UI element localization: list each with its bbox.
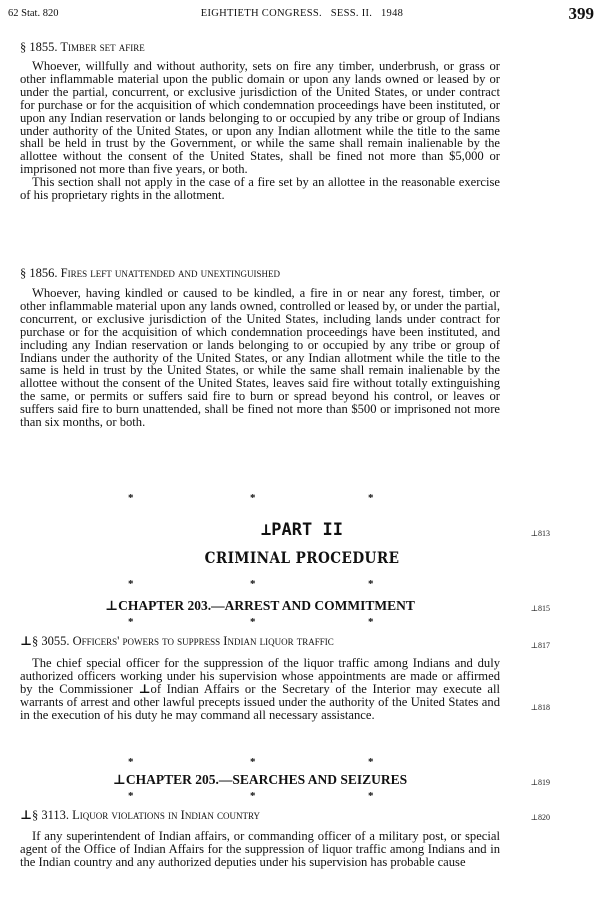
section-3055-heading — [20, 634, 500, 648]
section-1855-body — [20, 60, 500, 202]
section-1855-para1: Whoever, willfully and without authority, sets on fire any timber, underbrush, or grass or other inflammable material upon the public domain or upon any lands owned or leased by or under the partial, concurrent, or exclusive jurisdiction of the United States, or under contract for purchase or for the acquisition of which condemnation proceedings have been instituted, or upon any Indian reservation or lands belonging to or occupied by any tribe or group of Indians under authority of the United States, or upon any Indian allotment while the title to the same shall be held in trust by the Government, or while the same shall remain inalienable by the allottee without the consent of the United States, shall be fined not more than $5,000 or imprisoned not more than five years, or both. — [20, 59, 500, 177]
section-3055-text-a: The chief special officer for the suppression of the liquor traffic among Indians and duly authorized officers working under his supervision whose appointments are made or affirmed by the Commissioner — [20, 656, 500, 696]
star: * — [250, 790, 256, 802]
section-3055-para1 — [20, 657, 500, 722]
star: * — [368, 756, 374, 768]
insertion-mark: ⊥ — [261, 520, 272, 540]
section-1856-para1: Whoever, having kindled or caused to be kindled, a fire in or near any forest, timber, or other inflammable material upon any lands owned, controlled or leased by, or under the partial, concurrent, or exclusive jurisdiction of the United States, including lands under contract for purchase or for the acquisition of which condemnation proceedings have been instituted, and including any Indian reservation or lands belonging to or occupied by any tribe or group of Indians under the authority of the United States, or any Indian allotment while the title to the same is held in trust by the United States, or while the same shall remain inalienable by the allottee without the consent of the United States, leaves said fire without totally extinguishing the same, or permits or suffers said fire to burn or spread beyond his control, or leaves or suffers said fire to burn unattended, shall be fined not more than $500 or imprisoned not more than six months, or both. — [20, 286, 500, 430]
part-title — [0, 520, 604, 540]
star: * — [368, 492, 374, 504]
star: * — [250, 616, 256, 628]
section-1855-para2: This section shall not apply in the case of a fire set by an allottee in the reasonable exercise of his proprietary rights in the allotment. — [20, 175, 500, 203]
chapter-205-title — [20, 772, 500, 788]
star: * — [250, 492, 256, 504]
section-1855-heading: § 1855. Timber set afire — [20, 40, 145, 54]
chapter-203-title — [20, 598, 500, 614]
section-1856-body — [20, 287, 500, 429]
part-title-text: PART II — [271, 520, 343, 540]
star: * — [128, 578, 134, 590]
insertion-mark: ⊥ — [20, 634, 32, 648]
insertion-mark: ⊥ — [112, 772, 126, 787]
margin-note-817: ⊥817 — [530, 641, 550, 650]
margin-note-820: ⊥820 — [530, 813, 550, 822]
section-3113-para1: If any superintendent of Indian affairs, or commanding officer of a military post, or special agent of the Office of Indian Affairs for the suppression of liquor traffic among Indians and in the Indian country and any authorized deputies under his supervision has probable cause — [20, 829, 500, 869]
section-1856-heading: § 1856. Fires left unattended and unextinguished — [20, 266, 281, 280]
star: * — [128, 492, 134, 504]
star: * — [250, 578, 256, 590]
margin-note-813: ⊥813 — [530, 529, 550, 538]
star: * — [368, 616, 374, 628]
margin-note-819: ⊥819 — [530, 778, 550, 787]
section-3113-heading — [20, 808, 500, 822]
page-number: 399 — [568, 4, 594, 23]
star: * — [368, 578, 374, 590]
star: * — [128, 616, 134, 628]
section-3055-body — [20, 657, 500, 722]
margin-note-818: ⊥818 — [530, 703, 550, 712]
chapter-205-title-text: CHAPTER 205.—SEARCHES AND SEIZURES — [125, 772, 408, 787]
section-3113-heading-text: § 3113. Liquor violations in Indian country — [32, 808, 260, 822]
star: * — [368, 790, 374, 802]
stat-reference: 62 Stat. 820 — [8, 8, 59, 19]
section-3055-text-b: of Indian Affairs or the Secretary of the Interior may execute all warrants of arrest and other lawful precepts issued under the authority of the United States and in the execution of his duty he may command all necessary assistance. — [20, 681, 501, 722]
star: * — [128, 790, 134, 802]
chapter-203-title-text: CHAPTER 203.—ARREST AND COMMITMENT — [118, 598, 415, 613]
insertion-mark: ⊥ — [138, 681, 151, 696]
part-subtitle: CRIMINAL PROCEDURE — [204, 548, 400, 567]
insertion-mark: ⊥ — [20, 808, 32, 822]
margin-note-815: ⊥815 — [530, 604, 550, 613]
section-3055-heading-text: § 3055. Officers' powers to suppress Indian liquor traffic — [32, 634, 334, 648]
insertion-mark: ⊥ — [105, 598, 119, 613]
running-header: EIGHTIETH CONGRESS. SESS. II. 1948 — [200, 8, 404, 19]
star: * — [250, 756, 256, 768]
star: * — [128, 756, 134, 768]
section-3113-body — [20, 830, 500, 869]
